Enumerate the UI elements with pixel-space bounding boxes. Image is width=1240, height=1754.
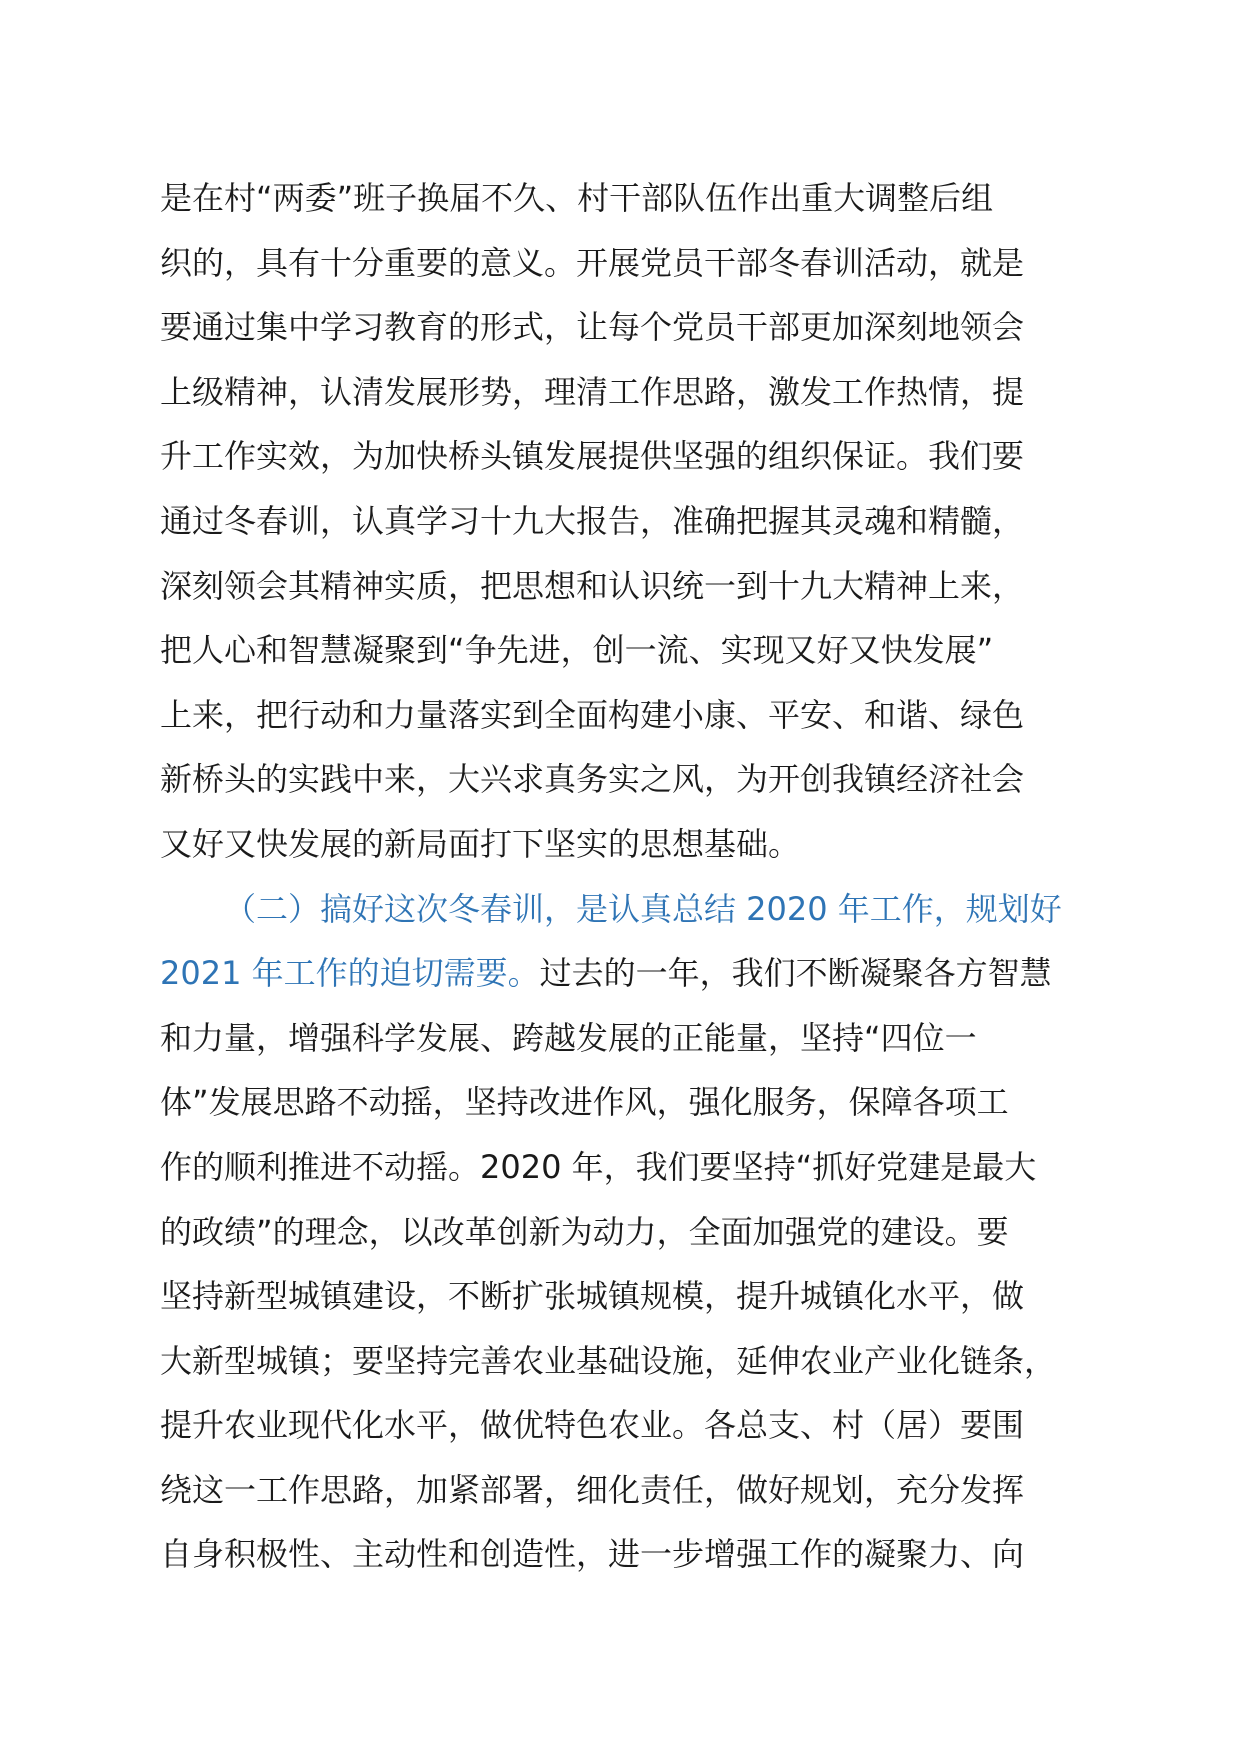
paragraph-line: 通过冬春训，认真学习十九大报告，准确把握其灵魂和精髓， [160, 501, 1025, 540]
section-heading-continued: 2021 年工作的迫切需要。 [160, 954, 540, 993]
paragraph-line: 大新型城镇；要坚持完善农业基础设施，延伸农业产业化链条， [160, 1341, 1057, 1380]
paragraph-line: 作的顺利推进不动摇。2020 年，我们要坚持“抓好党建是最大 [160, 1147, 1037, 1186]
paragraph-line: 是在村“两委”班子换届不久、村干部队伍作出重大调整后组 [160, 179, 994, 217]
paragraph-line: 的政绩”的理念，以改革创新为动力，全面加强党的建设。要 [160, 1212, 1009, 1251]
paragraph-line: 又好又快发展的新局面打下坚实的思想基础。 [160, 824, 801, 863]
paragraph-line [160, 941, 1120, 1006]
paragraph-line: 提升农业现代化水平，做优特色农业。各总支、村（居）要围 [160, 1406, 1025, 1445]
paragraph-line: 深刻领会其精神实质，把思想和认识统一到十九大精神上来， [160, 566, 1025, 605]
body-text [160, 166, 1120, 1587]
paragraph-line: 和力量，增强科学发展、跨越发展的正能量，坚持“四位一 [160, 1018, 977, 1057]
paragraph-line: 坚持新型城镇建设，不断扩张城镇规模，提升城镇化水平，做 [160, 1277, 1025, 1316]
paragraph-text: 过去的一年，我们不断凝聚各方智慧 [539, 954, 1052, 993]
paragraph-line: 升工作实效，为加快桥头镇发展提供坚强的组织保证。我们要 [160, 437, 1025, 476]
section-heading: （二）搞好这次冬春训，是认真总结 2020 年工作，规划好 [224, 889, 1062, 928]
section-heading-line [160, 877, 1120, 942]
paragraph-line: 把人心和智慧凝聚到“争先进，创一流、实现又好又快发展” [160, 631, 994, 670]
paragraph-line: 自身积极性、主动性和创造性，进一步增强工作的凝聚力、向 [160, 1535, 1025, 1574]
paragraph-line: 织的，具有十分重要的意义。开展党员干部冬春训活动，就是 [160, 243, 1025, 282]
paragraph-line: 体”发展思路不动摇，坚持改进作风，强化服务，保障各项工 [160, 1083, 1009, 1122]
paragraph-line: 上级精神，认清发展形势，理清工作思路，激发工作热情，提 [160, 372, 1025, 411]
paragraph-line: 绕这一工作思路，加紧部署，细化责任，做好规划，充分发挥 [160, 1470, 1025, 1509]
paragraph-line: 要通过集中学习教育的形式，让每个党员干部更加深刻地领会 [160, 308, 1025, 347]
paragraph-line: 上来，把行动和力量落实到全面构建小康、平安、和谐、绿色 [160, 695, 1025, 734]
paragraph-line: 新桥头的实践中来，大兴求真务实之风，为开创我镇经济社会 [160, 760, 1025, 799]
